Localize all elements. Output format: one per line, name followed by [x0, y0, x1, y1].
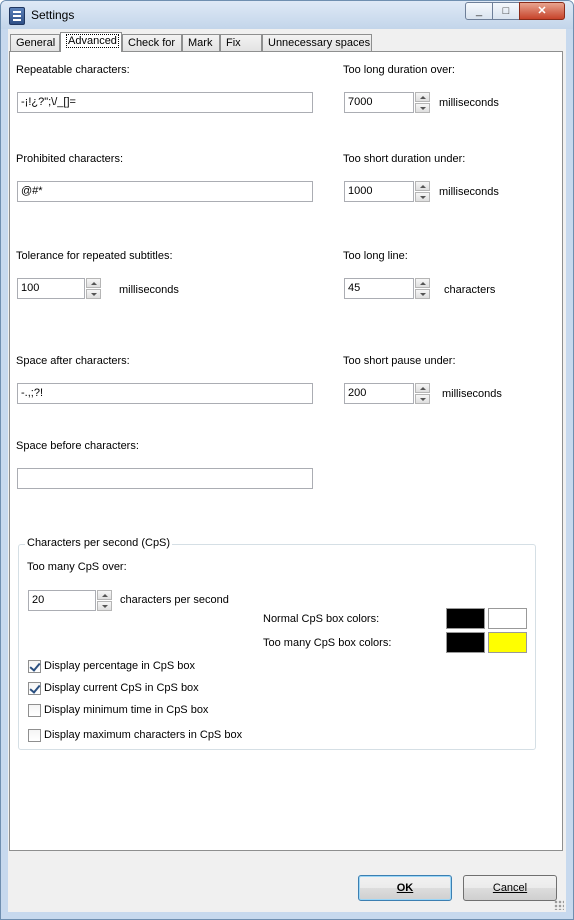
- spin-down-icon[interactable]: [97, 601, 112, 611]
- too-long-duration-spin-buttons: [415, 92, 430, 113]
- repeatable-characters-input[interactable]: -¡!¿?";\/_[]=: [17, 92, 313, 113]
- too-short-duration-spin-buttons: [415, 181, 430, 202]
- tolerance-spin-buttons: [86, 278, 101, 299]
- spin-up-icon[interactable]: [97, 590, 112, 600]
- tab-check-for[interactable]: [122, 34, 182, 51]
- minimize-button[interactable]: _: [465, 2, 493, 20]
- display-current-cps-checkbox[interactable]: [28, 682, 41, 695]
- too-many-cps-foreground-swatch[interactable]: [446, 632, 485, 653]
- too-long-duration-stepper[interactable]: [344, 92, 430, 113]
- too-many-cps-background-swatch[interactable]: [488, 632, 527, 653]
- too-short-duration-unit: milliseconds: [439, 186, 499, 198]
- space-before-input[interactable]: [17, 468, 313, 489]
- space-after-label: Space after characters:: [16, 355, 130, 367]
- window-title: Settings: [31, 8, 75, 22]
- tab-label: Check for: [128, 37, 176, 49]
- close-button[interactable]: ✕: [519, 2, 565, 20]
- spin-up-icon[interactable]: [415, 92, 430, 102]
- too-short-duration-label: Too short duration under:: [343, 153, 466, 165]
- title-bar[interactable]: [1, 1, 573, 29]
- tolerance-unit: milliseconds: [119, 284, 179, 296]
- space-before-label: Space before characters:: [16, 440, 139, 452]
- too-short-pause-value[interactable]: 200: [344, 383, 414, 404]
- display-current-cps-label: Display current CpS in CpS box: [44, 682, 199, 694]
- tab-label: Advanced: [68, 35, 117, 47]
- display-maximum-characters-checkbox[interactable]: [28, 729, 41, 742]
- spin-up-icon[interactable]: [415, 278, 430, 288]
- advanced-tab-page: [9, 51, 563, 851]
- prohibited-characters-label: Prohibited characters:: [16, 153, 123, 165]
- spin-down-icon[interactable]: [415, 192, 430, 202]
- space-after-input[interactable]: -.,;?!: [17, 383, 313, 404]
- cancel-button-label: Cancel: [492, 882, 528, 894]
- too-short-duration-value[interactable]: 1000: [344, 181, 414, 202]
- too-many-cps-spin-buttons: [97, 590, 112, 611]
- spin-down-icon[interactable]: [86, 289, 101, 299]
- spin-up-icon[interactable]: [86, 278, 101, 288]
- too-short-pause-spin-buttons: [415, 383, 430, 404]
- spin-up-icon[interactable]: [415, 181, 430, 191]
- repeatable-characters-label: Repeatable characters:: [16, 64, 130, 76]
- too-long-line-spin-buttons: [415, 278, 430, 299]
- spin-up-icon[interactable]: [415, 383, 430, 393]
- ok-button[interactable]: [358, 875, 452, 901]
- tab-fix[interactable]: [220, 34, 262, 51]
- too-long-line-value[interactable]: 45: [344, 278, 414, 299]
- tab-general[interactable]: [10, 34, 60, 51]
- cps-groupbox: [18, 537, 536, 750]
- ok-button-label: OK: [396, 882, 414, 894]
- too-long-line-unit: characters: [444, 284, 496, 296]
- spin-down-icon[interactable]: [415, 103, 430, 113]
- tab-label: General: [16, 37, 56, 49]
- tab-label: Mark: [188, 37, 213, 49]
- display-minimum-time-label: Display minimum time in CpS box: [44, 704, 209, 716]
- tab-label: Fix: [226, 37, 241, 49]
- display-minimum-time-checkbox[interactable]: [28, 704, 41, 717]
- resize-grip-icon[interactable]: [554, 900, 564, 910]
- tolerance-stepper[interactable]: [17, 278, 101, 299]
- cps-group-title: Characters per second (CpS): [27, 537, 171, 549]
- display-percentage-checkbox[interactable]: [28, 660, 41, 673]
- display-percentage-label: Display percentage in CpS box: [44, 660, 196, 672]
- spin-down-icon[interactable]: [415, 289, 430, 299]
- too-many-cps-stepper[interactable]: [28, 590, 112, 611]
- too-short-pause-unit: milliseconds: [442, 388, 502, 400]
- tab-unnecessary-spaces[interactable]: [262, 34, 372, 51]
- tab-advanced[interactable]: [60, 32, 122, 52]
- too-many-cps-label: Too many CpS over:: [27, 561, 127, 573]
- too-many-cps-colors-label: Too many CpS box colors:: [263, 637, 392, 649]
- cancel-button[interactable]: [463, 875, 557, 901]
- too-long-duration-value[interactable]: 7000: [344, 92, 414, 113]
- too-long-duration-label: Too long duration over:: [343, 64, 455, 76]
- app-icon: [9, 7, 25, 25]
- client-area: [8, 29, 566, 912]
- normal-cps-colors-label: Normal CpS box colors:: [263, 613, 380, 625]
- too-short-pause-label: Too short pause under:: [343, 355, 456, 367]
- too-short-duration-stepper[interactable]: [344, 181, 430, 202]
- spin-down-icon[interactable]: [415, 394, 430, 404]
- normal-cps-background-swatch[interactable]: [488, 608, 527, 629]
- too-short-pause-stepper[interactable]: [344, 383, 430, 404]
- too-long-line-stepper[interactable]: [344, 278, 430, 299]
- prohibited-characters-input[interactable]: @#*: [17, 181, 313, 202]
- display-maximum-characters-label: Display maximum characters in CpS box: [44, 729, 243, 741]
- tab-mark[interactable]: [182, 34, 220, 51]
- too-long-duration-unit: milliseconds: [439, 97, 499, 109]
- too-long-line-label: Too long line:: [343, 250, 408, 262]
- tolerance-value[interactable]: 100: [17, 278, 85, 299]
- tab-label: Unnecessary spaces: [268, 37, 371, 49]
- maximize-button[interactable]: □: [492, 2, 520, 20]
- too-many-cps-unit: characters per second: [120, 594, 229, 606]
- normal-cps-foreground-swatch[interactable]: [446, 608, 485, 629]
- too-many-cps-value[interactable]: 20: [28, 590, 96, 611]
- tolerance-label: Tolerance for repeated subtitles:: [16, 250, 173, 262]
